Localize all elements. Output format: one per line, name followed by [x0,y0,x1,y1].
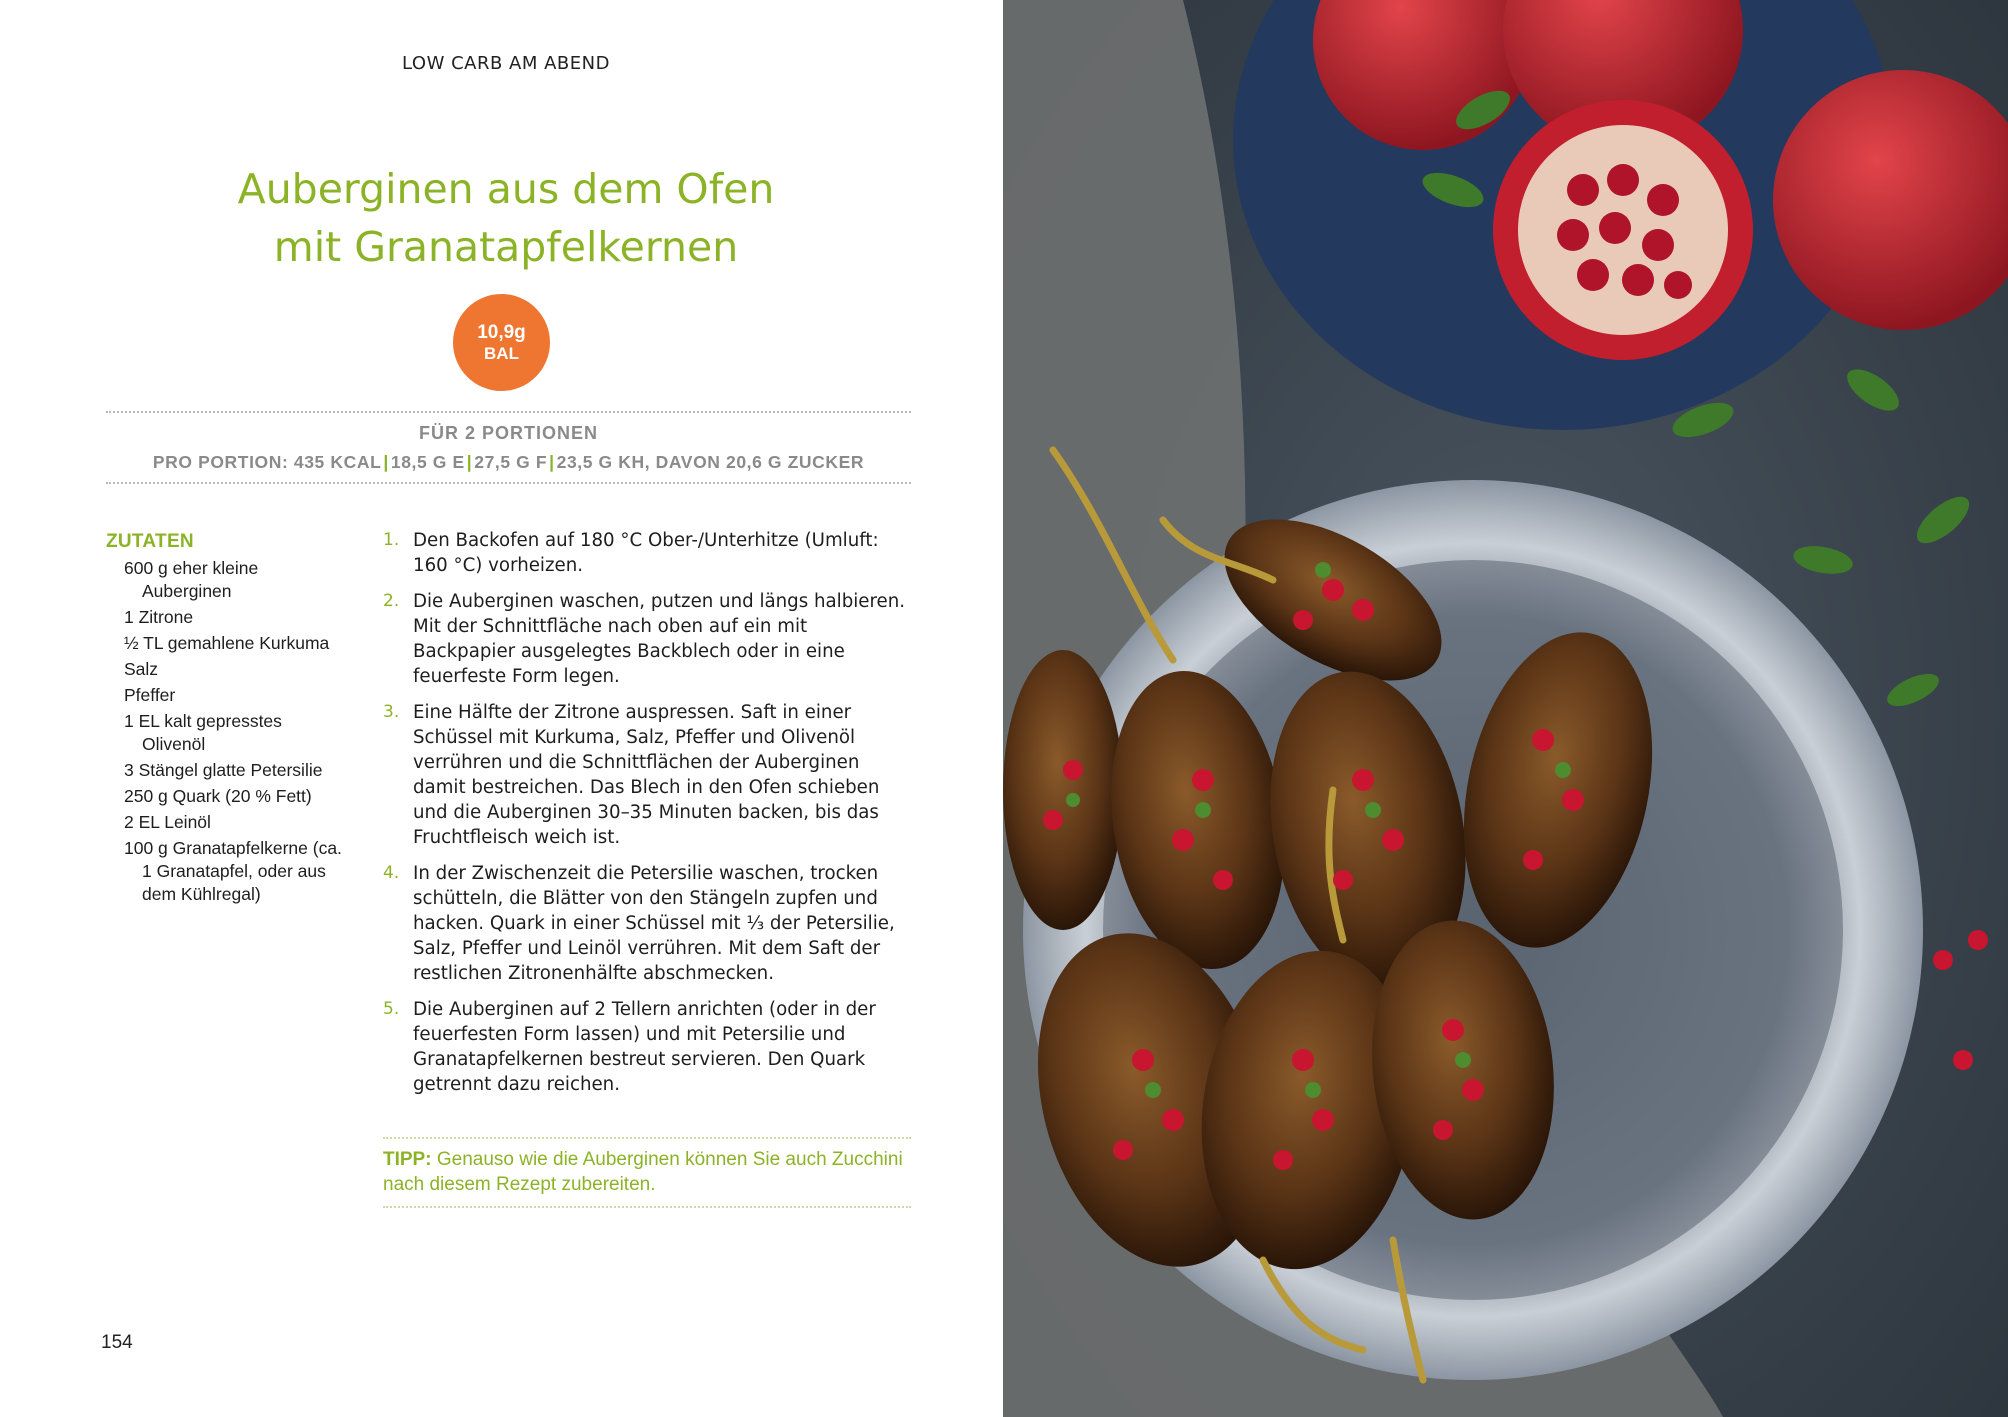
step-text: Den Backofen auf 180 °C Ober-/Unterhitze (Umluft: 160 °C) vorheizen. [413,530,879,576]
recipe-page [0,0,1003,1417]
step-item [383,700,913,850]
food-photo-illustration [1003,0,2008,1417]
nutrition-kcal: PRO PORTION: 435 KCAL [152,452,382,472]
tip-label: TIPP: [383,1149,432,1170]
divider-top [106,411,911,413]
step-number: 2. [383,591,400,611]
separator: | [383,452,389,472]
step-item [383,997,913,1097]
divider-bottom [106,482,911,484]
instructions-list [383,528,913,1108]
nutrition-carbs: 23,5 G KH, DAVON 20,6 G ZUCKER [556,452,865,472]
ingredient-item: 3 Stängel glatte Petersilie [124,760,323,780]
ingredient-item: 1 Zitrone [124,607,194,627]
ingredients-list [124,557,344,909]
step-number: 4. [383,863,400,883]
ingredient-item: ½ TL gemahlene Kurkuma [124,633,330,653]
nutrition-protein: 18,5 G E [390,452,465,472]
ingredients-heading: ZUTATEN [106,531,194,552]
ingredient-item: 1 EL kalt gepresstes Olivenöl [124,711,282,754]
step-item [383,861,913,986]
step-text: Die Auberginen waschen, putzen und längs halbieren. Mit der Schnittfläche nach oben auf ein mit Backpapier ausgelegtes Backblech oder in eine feuerfeste Form legen. [413,591,906,687]
tip-text: Genauso wie die Auberginen können Sie auch Zucchini nach diesem Rezept zubereiten. [383,1149,903,1195]
separator: | [549,452,555,472]
ingredient-item: Salz [124,659,159,679]
step-text: Die Auberginen auf 2 Tellern anrichten (oder in der feuerfesten Form lassen) und mit Petersilie und Granatapfelkernen bestreut servieren. Den Quark getrennt dazu reichen. [413,999,876,1095]
tip-box [383,1137,911,1208]
step-number: 1. [383,530,400,550]
step-text: In der Zwischenzeit die Petersilie waschen, trocken schütteln, die Blätter von den Stängeln zupfen und hacken. Quark in einer Schüssel mit ⅓ der Petersilie, Salz, Pfeffer und Leinöl verrühren. Mit dem Saft der restlichen Zitronenhälfte abschmecken. [413,863,895,984]
recipe-title [0,160,1012,276]
bal-unit: BAL [484,343,519,363]
separator: | [466,452,473,472]
recipe-photo [1003,0,2008,1417]
bal-badge [453,294,550,391]
ingredient-item: 600 g eher kleine Auberginen [124,558,259,601]
step-number: 3. [383,702,400,722]
ingredient-item: 2 EL Leinöl [124,812,211,832]
page-number: 154 [101,1332,133,1353]
step-number: 5. [383,999,400,1019]
running-head: LOW CARB AM ABEND [402,53,610,74]
step-item [383,528,913,578]
ingredient-item: 100 g Granatapfelkerne (ca. 1 Granatapfel, oder aus dem Kühlregal) [124,838,342,904]
portions-label: FÜR 2 PORTIONEN [418,423,598,443]
step-text: Eine Hälfte der Zitrone auspressen. Saft in einer Schüssel mit Kurkuma, Salz, Pfeffer und Olivenöl verrühren und die Schnittflächen der Auberginen damit bestreichen. Das Blech in den Ofen schieben und die Auberginen 30–35 Minuten backen, bis das Fruchtfleisch weich ist. [413,702,880,848]
nutrition-info [106,452,911,473]
bal-value: 10,9g [477,321,526,343]
ingredient-item: 250 g Quark (20 % Fett) [124,786,312,806]
nutrition-fat: 27,5 G F [474,452,548,472]
ingredient-item: Pfeffer [124,685,176,705]
step-item [383,589,913,689]
recipe-title-line-2: mit Granatapfelkernen [273,223,739,271]
recipe-title-line-1: Auberginen aus dem Ofen [237,165,775,213]
